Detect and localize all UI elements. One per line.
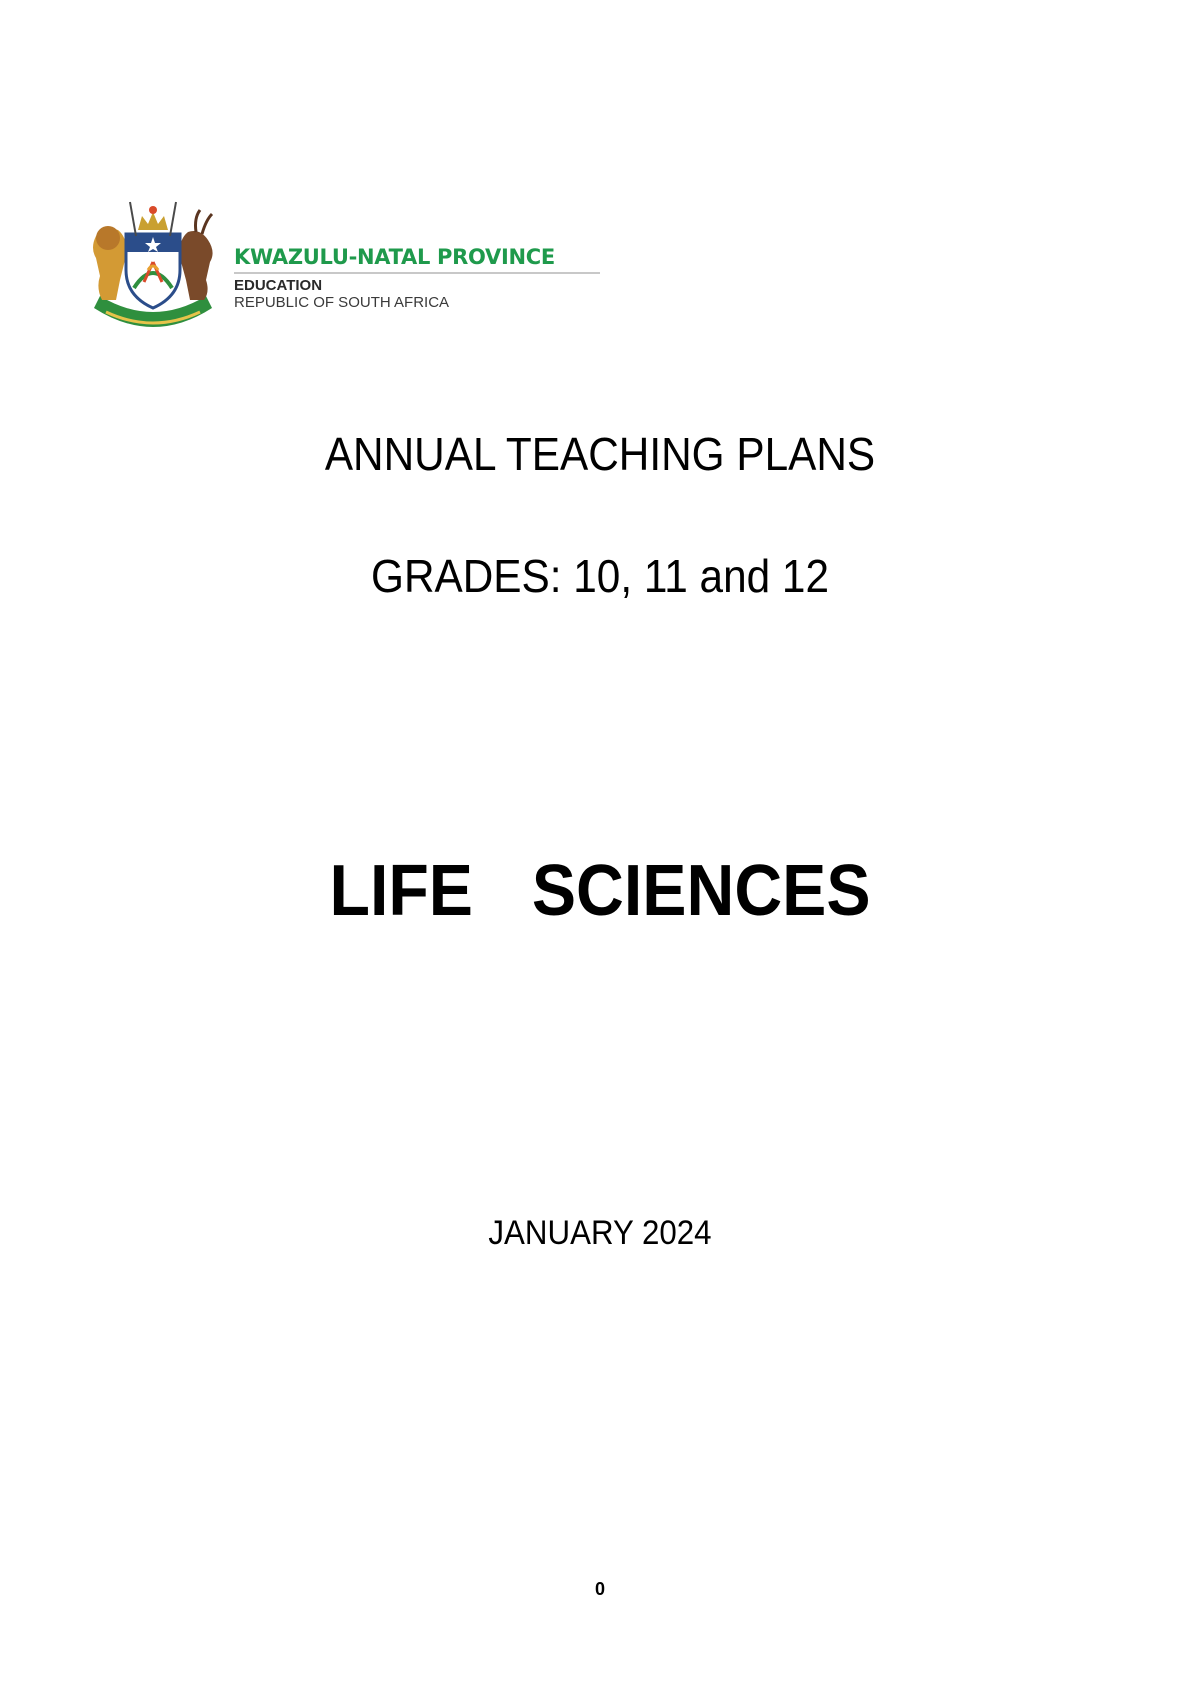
department-logo [86,196,606,336]
coat-of-arms-icon [86,196,220,334]
page-number: 0 [594,1579,605,1599]
department-name-block [234,244,604,311]
grades-heading: GRADES: 10, 11 and 12 [371,550,829,602]
publication-date: JANUARY 2024 [488,1214,712,1252]
subject-title: LIFE SCIENCES [329,851,871,931]
province-name: KWAZULU-NATAL PROVINCE [234,245,555,269]
document-title: ANNUAL TEACHING PLANS [324,428,876,480]
department-name: EDUCATION [234,277,323,294]
divider [234,272,600,274]
country-name: REPUBLIC OF SOUTH AFRICA [234,294,450,311]
